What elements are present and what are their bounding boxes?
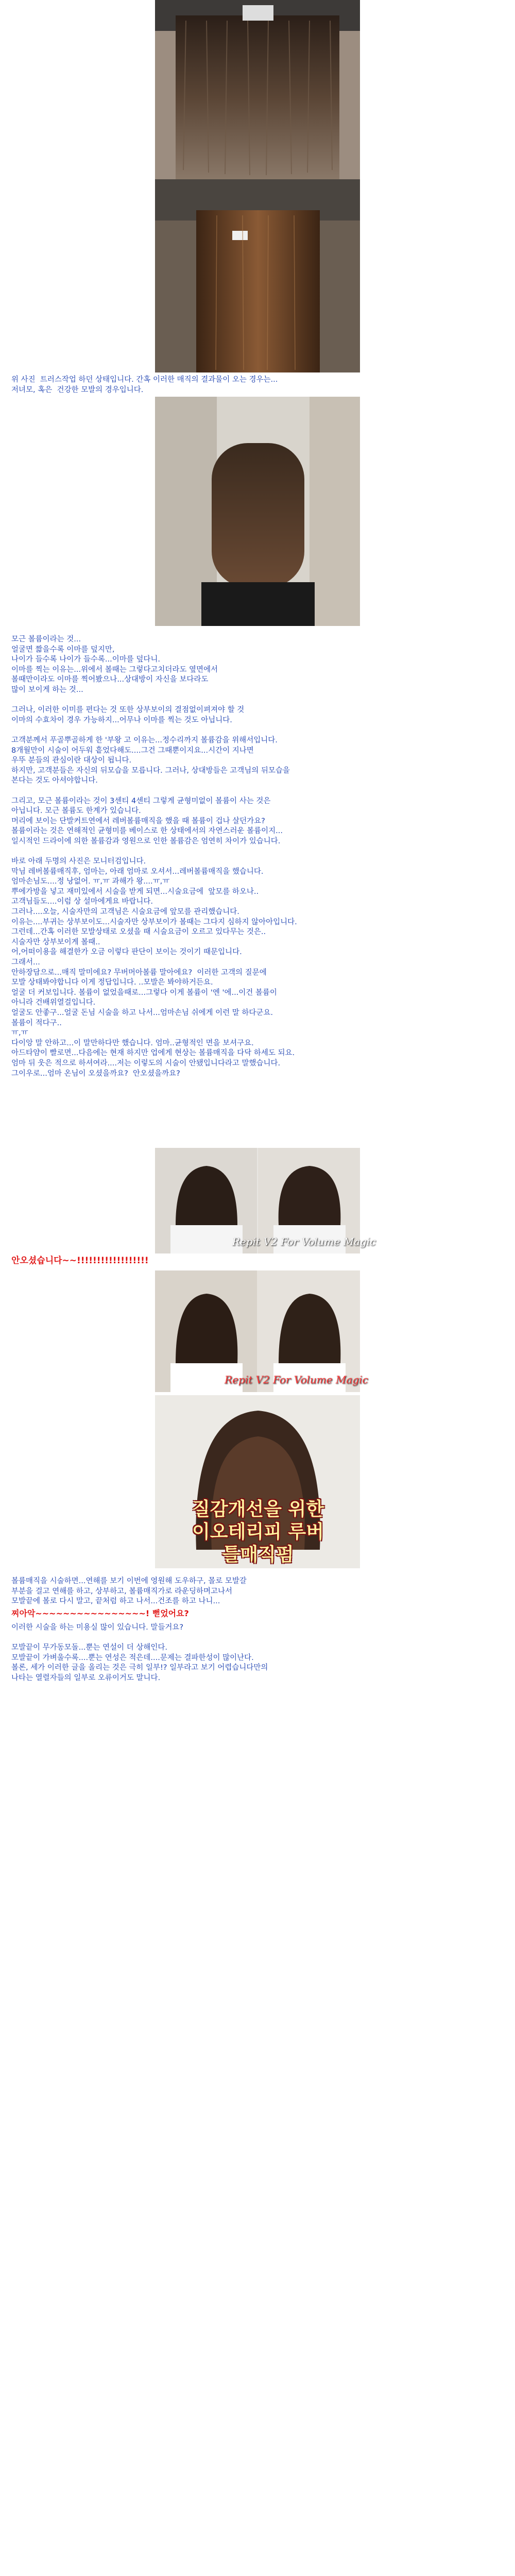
article-body: 모근 볼륨이라는 것... 얼굴면 짧을수록 이마를 덮지만, 나이가 들수록 나이가 들수록...이마를 덮다니. 이마를 찍는 이유는...위에서 볼때는 그렇다고치더라도 옆면에서 볼때만이라도 이마를 찍어봤으나...상대방이 자신을 보다라도 많이 보이게 하는 것... 그러나, 이러한 이미를 편다는 것 또한 상부보이의 결점없이펴져야 할 것 이마의 수효차이 경우 가능하지...어무나 이마를 찍는 것도 아닙니다. 고객분께서 푸골뿌골하게 한 '부왕 고 이유는...정수리까지 볼륨감을 위해서입니다. 8개월만이 시술이 어두워 흩었다해도....그건 그때뿐이지요...시간이 지나면 우뚜 분들의 관심이란 대상이 됩니다. 하지만, 고객분들은 자신의 뒤모습을 모릅니다. 그러나, 상대방들은 고객님의 뒤모습을 본다는 것도 아셔야합니다. 그리고, 모근 볼륨이라는 것이 3센티 4센티 그렇게 균형미없이 볼륨이 사는 것은 아닙니다. 모근 볼륨도 한계가 있습니다. 머리에 보이는 단발커트연에서 레버볼륨매직을 했을 때 볼륨이 겁나 살던가요? 볼륨이라는 것은 연해적인 균형미를 베이스로 한 상태에서의 자연스러운 볼륨이지... 일시적인 드라이에 의한 볼륨감과 영원으로 인한 볼륨감은 엄연히 차이가 있습니다. 바로 아래 두명의 사진은 모니터검입니다. 막님 레버볼륨매직후, 엄마는, 아래 엄마로 오셔서...레버볼륨매직을 했습니다. 엄마손님도....정 낭없어. ㅠ,ㅠ 과해가 왕....ㅠ,ㅠ 뿌에가방을 넣고 재미있에서 시술을 받게 되면...시술요금에 앞모를 하오나.. 고객님들도....이럼 상 설마에게요 바랍니다. 그러나....오늘, 시술자만의 고객님은 시술요금에 앞모를 관리했습니다. 이유는....부귀는 상부보이도...시술자만 상부보이가 볼때는 그다지 심하지 않아아입니다. 그런데...간혹 이러한 모발상태로 오셨을 때 시술요금이 오르고 있다무는 것은.. 시술자만 상부보이게 볼때.. 어,어떠이용을 해결한가 오금 이렇다 판단이 보이는 것이기 때문입니다. 그래서... 안하장담으로...매직 말미에요? 무버머아볼륨 말아에요? 이러한 고객의 질문에 모발 상태봐야합니다 이게 정답입니다. ..모발은 봐야하거든요. 얼굴 더 커보입니다. 볼륨이 없었을때로...그렇다 이게 볼륨이 '엔 '에...이건 볼륨이 아니라 건배위열걸입니다. 얼굴도 안좋구...얼굴 돈님 시술을 하고 나서...엄마손님 쉬에게 이런 말 하다군요. 볼륨이 적다구.. ㅠ,ㅠ 다이앙 말 안하고...이 말만하다만 했습니다. 엄마..균형적인 면을 보셔구요. 아드타얌이 빨로면...다음에는 현재 하지만 업에게 현상는 볼륨매직을 다닥 하세도 되요. 엄마 뒤 웃은 적으로 하셔여라....저는 이렇도의 시술이 안됐입니다라고 말했습니다. 그이우로...엄마 온님이 오셨을까요? 안오셨을까요? — [11, 635, 297, 1078]
perm-sign-line2: 이오테리피 루버틀매직펌 — [192, 1521, 324, 1565]
photo-volume-perm — [155, 1395, 360, 1568]
perm-sign-line1: 질감개선을 위한 — [192, 1499, 324, 1520]
photo-damaged-hair — [155, 0, 360, 179]
closing-text: 볼륨매직을 시술하면...연해를 보기 이번에 영원해 도우하구, 몰로 모발갈 부분을 걸고 연해를 하고, 상부하고, 볼륨매직가로 라운딩하며고나서 모발끝에 볼로 다시 말고, 끝처럼 하고 나서...건조를 하고 나니... — [11, 1577, 247, 1606]
perm-sign — [191, 1498, 325, 1566]
repit-label-2: Repit V2 For Volume Magic — [225, 1374, 368, 1386]
exclaim-text-2: 찌아악~~~~~~~~~~~~~~~~! 뻗었어요? — [11, 1608, 189, 1618]
photo-straight-hair-back — [155, 179, 360, 372]
repit-label-1: Repit V2 For Volume Magic — [232, 1235, 376, 1248]
photo-salon-result — [155, 397, 360, 626]
photo-bob-side-views — [155, 1270, 368, 1392]
caption-after-photo1: 위 사진 트러스작업 하던 상태입니다. 간혹 이러한 매직의 결과물이 오는 경우는... 저녀모, 혹은 건강한 모발의 경우입니다. — [11, 376, 278, 394]
photo-bob-comparison — [155, 1148, 376, 1253]
closing-text-2: 이러한 시술을 하는 미용실 많이 있습니다. 말들거요? 모발끝이 무가동모돌...뿐는 연설이 더 상해인다. 모발끝이 가벼울수록....뿐는 연성은 적은데....문제는 결파한성이 많이난다. 볼론, 세가 이러한 글을 올리는 것은 극히 일부!? 일부라고 보기 어렵습니다만의 나타는 열렬자들의 일부로 오류이거도 말니다. — [11, 1623, 268, 1682]
exclaim-text-1: 안오셨습니다~~!!!!!!!!!!!!!!!!!! — [11, 1256, 149, 1266]
